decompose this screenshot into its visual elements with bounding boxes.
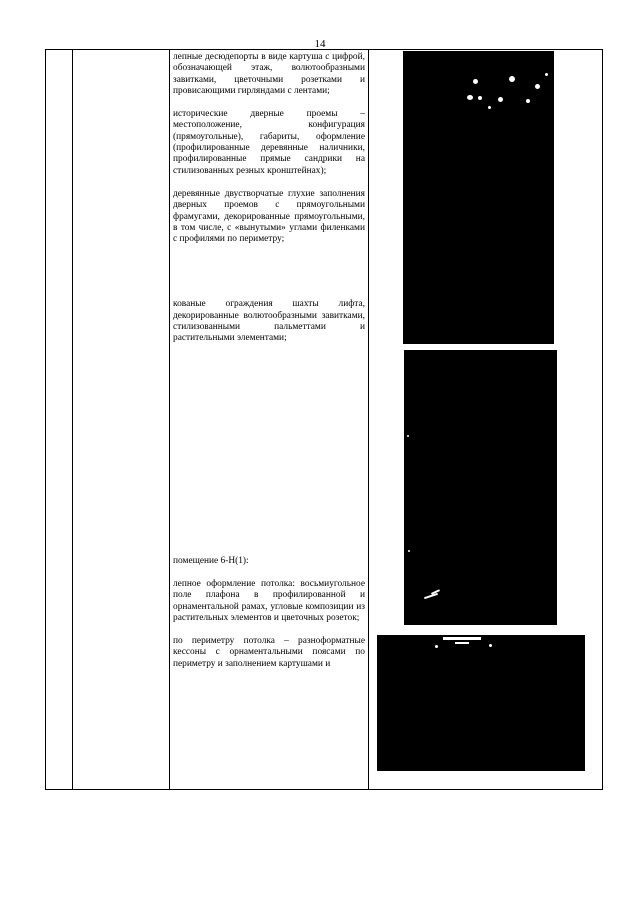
- photo-highlight: [435, 645, 438, 648]
- text-block-room-heading: помещение 6-Н(1):: [173, 555, 249, 566]
- text-block-overdoors: лепные десюдепорты в виде картуша с цифрой, обозначающей этаж, волютообразными завитками, цветочными розетками и провисающими гирляндами с лентами;: [173, 52, 365, 96]
- description-column: [173, 52, 365, 670]
- photo-highlight: [509, 76, 515, 82]
- text-block-ceiling-decor: лепное оформление потолка: восьмиугольное поле плафона в профилированной и орнаментальной рамах, угловые композиции из растительных элементов и цветочных розеток;: [173, 578, 365, 623]
- photo-highlight: [498, 97, 503, 102]
- photo-highlight: [478, 96, 482, 100]
- column-divider-2: [169, 50, 170, 789]
- photo-highlight: [488, 106, 491, 109]
- photo-highlight: [407, 435, 409, 437]
- photo-highlight: [535, 84, 540, 89]
- photo-highlight: [455, 642, 469, 644]
- photo-highlight: [467, 95, 473, 100]
- photo-lift-railing: [404, 350, 557, 625]
- photo-highlight: [443, 637, 481, 640]
- photo-highlight: [526, 99, 530, 103]
- photo-highlight: [545, 73, 548, 76]
- text-block-coffers: по периметру потолка – разноформатные кессоны с орнаментальными поясами по периметру и заполнением картушами и: [173, 636, 365, 669]
- text-block-lift-railing: кованые ограждения шахты лифта, декорированные волютообразными завитками, стилизованными пальметтами и растительными элементами;: [173, 299, 365, 344]
- photo-doorway: [403, 51, 554, 344]
- photo-highlight: [489, 644, 492, 647]
- column-divider-1: [72, 50, 73, 789]
- page-number: 14: [314, 38, 326, 50]
- photo-highlight: [473, 79, 478, 84]
- document-table: [45, 49, 603, 790]
- text-block-door-fillings: деревянные двустворчатые глухие заполнения дверных проемов с прямоугольными фрамугами, декорированные прямоугольными, в том числе, с «вынутыми» углами филенками с профилями по периметру;: [173, 188, 365, 245]
- photo-ceiling: [377, 635, 585, 771]
- photo-highlight: [408, 550, 410, 552]
- column-divider-3: [368, 50, 369, 789]
- text-block-door-openings: исторические дверные проемы – местоположение, конфигурация (прямоугольные), габариты, оформление (профилированные деревянные наличники, профилированные прямые сандрики на стилизованных резных кронштейнах);: [173, 109, 365, 176]
